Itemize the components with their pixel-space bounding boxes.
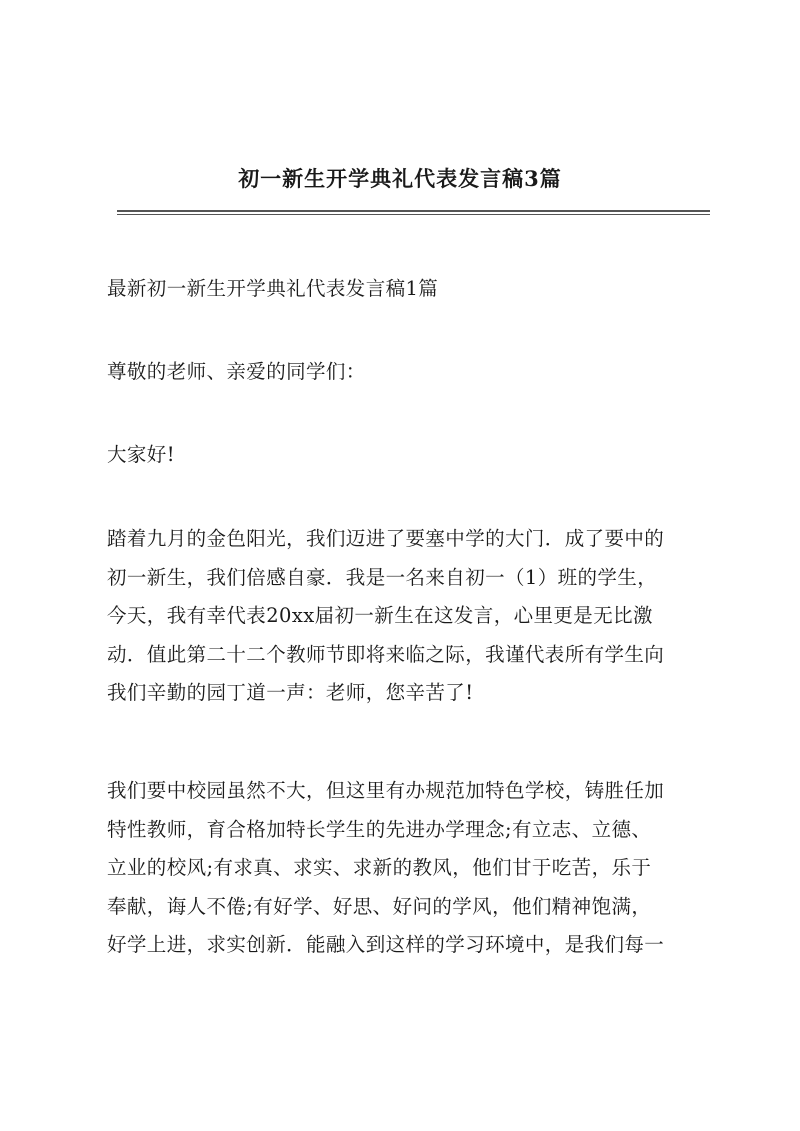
paragraph-line: 特性教师，育合格加特长学生的先进办学理念;有立志、立德、	[107, 817, 652, 841]
document-title: 初一新生开学典礼代表发言稿3篇	[238, 166, 562, 191]
paragraph-2	[107, 772, 707, 965]
paragraph-line: 初一新生，我们倍感自豪．我是一名来自初一（1）班的学生，	[107, 565, 658, 589]
paragraph-line: 好学上进，求实创新．能融入到这样的学习环境中，是我们每一	[107, 933, 665, 956]
paragraph-line: 我们要中校园虽然不大，但这里有办规范加特色学校，铸胜任加	[107, 779, 665, 802]
paragraph-line: 今天，我有幸代表20xx届初一新生在这发言，心里更是无比激	[107, 604, 653, 627]
paragraph-line: 立业的校风;有求真、求实、求新的教风，他们甘于吃苦，乐于	[107, 856, 652, 879]
greeting-line: 大家好!	[107, 443, 175, 466]
paragraph-line: 动．值此第二十二个教师节即将来临之际，我谨代表所有学生向	[107, 642, 665, 666]
paragraph-line: 奉献，诲人不倦;有好学、好思、好问的学风，他们精神饱满，	[107, 894, 652, 918]
paragraph-line: 我们辛勤的园丁道一声：老师，您辛苦了!	[107, 681, 474, 704]
section-subtitle: 最新初一新生开学典礼代表发言稿1篇	[107, 277, 439, 300]
paragraph-line: 踏着九月的金色阳光，我们迈进了要塞中学的大门．成了要中的	[107, 527, 665, 550]
paragraph-1	[107, 520, 707, 713]
title-divider	[117, 210, 710, 215]
salutation-line: 尊敬的老师、亲爱的同学们：	[107, 360, 366, 383]
